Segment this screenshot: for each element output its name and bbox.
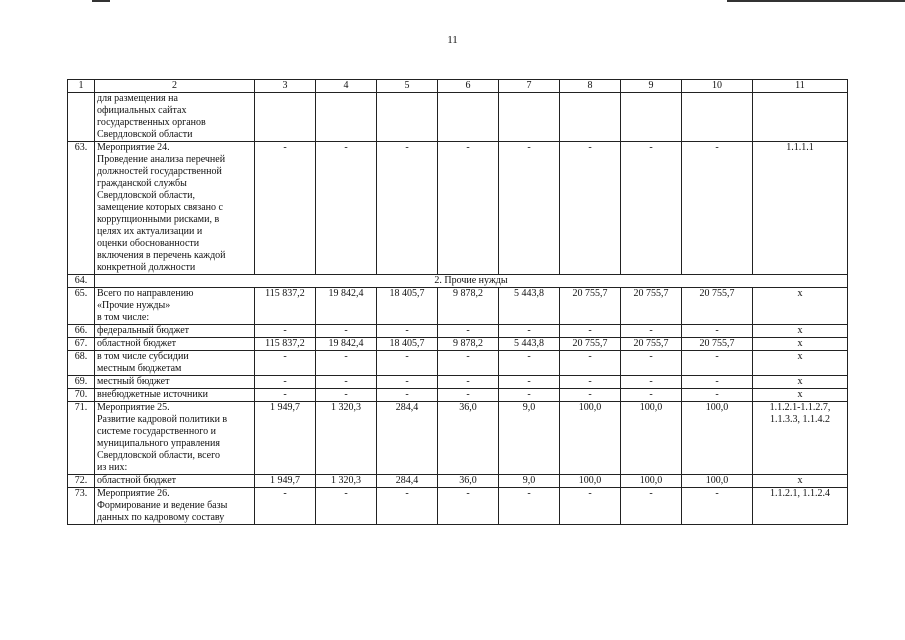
row-description: федеральный бюджет	[95, 325, 255, 338]
column-header: 1	[68, 80, 95, 93]
value-cell: -	[255, 351, 316, 376]
target-reference: х	[753, 338, 848, 351]
value-cell: 1 320,3	[316, 402, 377, 475]
target-reference: 1.1.2.1, 1.1.2.4	[753, 488, 848, 525]
value-cell	[560, 93, 621, 142]
table-row	[68, 325, 848, 338]
table-row	[68, 142, 848, 275]
target-reference	[753, 93, 848, 142]
row-number: 67.	[68, 338, 95, 351]
row-description: областной бюджет	[95, 338, 255, 351]
value-cell: -	[438, 488, 499, 525]
value-cell: 20 755,7	[621, 288, 682, 325]
value-cell: -	[682, 488, 753, 525]
row-number: 71.	[68, 402, 95, 475]
value-cell: 5 443,8	[499, 288, 560, 325]
row-number: 63.	[68, 142, 95, 275]
row-number: 70.	[68, 389, 95, 402]
column-header: 6	[438, 80, 499, 93]
row-number	[68, 93, 95, 142]
row-number: 72.	[68, 475, 95, 488]
table-row	[68, 475, 848, 488]
value-cell	[621, 93, 682, 142]
target-reference: х	[753, 376, 848, 389]
value-cell: -	[255, 488, 316, 525]
value-cell: -	[255, 142, 316, 275]
row-number: 64.	[68, 275, 95, 288]
value-cell: 5 443,8	[499, 338, 560, 351]
value-cell	[682, 93, 753, 142]
value-cell: -	[438, 325, 499, 338]
table-row	[68, 376, 848, 389]
value-cell	[316, 93, 377, 142]
value-cell: 36,0	[438, 402, 499, 475]
table-row	[68, 338, 848, 351]
value-cell: -	[560, 389, 621, 402]
row-description: для размещения на официальных сайтах государственных органов Свердловской области	[95, 93, 255, 142]
value-cell: 100,0	[621, 402, 682, 475]
value-cell: 9,0	[499, 475, 560, 488]
row-number: 68.	[68, 351, 95, 376]
column-header: 9	[621, 80, 682, 93]
table-row	[68, 351, 848, 376]
value-cell: -	[377, 389, 438, 402]
budget-table	[67, 79, 848, 525]
scan-edge-line-right	[727, 0, 905, 2]
column-header: 5	[377, 80, 438, 93]
row-description: местный бюджет	[95, 376, 255, 389]
target-reference: х	[753, 288, 848, 325]
table-row	[68, 389, 848, 402]
value-cell: -	[438, 351, 499, 376]
value-cell: 1 949,7	[255, 402, 316, 475]
target-reference: 1.1.1.1	[753, 142, 848, 275]
table-row	[68, 93, 848, 142]
value-cell: -	[621, 488, 682, 525]
value-cell: -	[255, 376, 316, 389]
value-cell: 284,4	[377, 402, 438, 475]
value-cell	[499, 93, 560, 142]
value-cell: -	[682, 389, 753, 402]
value-cell: 115 837,2	[255, 338, 316, 351]
target-reference: х	[753, 475, 848, 488]
value-cell: 18 405,7	[377, 288, 438, 325]
value-cell: -	[682, 376, 753, 389]
value-cell: -	[438, 142, 499, 275]
value-cell: -	[621, 376, 682, 389]
value-cell: 100,0	[682, 475, 753, 488]
value-cell: -	[316, 351, 377, 376]
row-description: Мероприятие 26. Формирование и ведение базы данных по кадровому составу	[95, 488, 255, 525]
value-cell: 100,0	[621, 475, 682, 488]
value-cell: -	[377, 142, 438, 275]
value-cell: -	[316, 488, 377, 525]
value-cell: -	[682, 142, 753, 275]
value-cell: 20 755,7	[621, 338, 682, 351]
value-cell: 100,0	[560, 402, 621, 475]
value-cell: 100,0	[560, 475, 621, 488]
value-cell: 19 842,4	[316, 338, 377, 351]
row-description: в том числе субсидии местным бюджетам	[95, 351, 255, 376]
column-header: 10	[682, 80, 753, 93]
value-cell: 1 320,3	[316, 475, 377, 488]
row-number: 73.	[68, 488, 95, 525]
value-cell	[377, 93, 438, 142]
value-cell: 20 755,7	[682, 288, 753, 325]
value-cell: 20 755,7	[560, 288, 621, 325]
row-description: Мероприятие 24. Проведение анализа перечней должностей государственной гражданской службы Свердловской области, замещение которых связано с коррупционными рисками, в целях их актуализации и оценки обоснованности включения в перечень каждой конкретной должности	[95, 142, 255, 275]
value-cell: 20 755,7	[560, 338, 621, 351]
value-cell: -	[560, 488, 621, 525]
value-cell: -	[255, 325, 316, 338]
column-header: 11	[753, 80, 848, 93]
target-reference: х	[753, 325, 848, 338]
column-header: 2	[95, 80, 255, 93]
table-header-row	[68, 80, 848, 93]
value-cell: -	[499, 488, 560, 525]
value-cell	[438, 93, 499, 142]
value-cell: 9 878,2	[438, 338, 499, 351]
target-reference: 1.1.2.1-1.1.2.7, 1.1.3.3, 1.1.4.2	[753, 402, 848, 475]
table-row	[68, 488, 848, 525]
value-cell: 19 842,4	[316, 288, 377, 325]
row-number: 65.	[68, 288, 95, 325]
value-cell: -	[438, 389, 499, 402]
page-number: 11	[447, 34, 458, 46]
value-cell: -	[499, 389, 560, 402]
value-cell: 1 949,7	[255, 475, 316, 488]
value-cell: -	[377, 325, 438, 338]
value-cell	[255, 93, 316, 142]
value-cell: 9 878,2	[438, 288, 499, 325]
row-number: 66.	[68, 325, 95, 338]
row-description: областной бюджет	[95, 475, 255, 488]
value-cell: 36,0	[438, 475, 499, 488]
value-cell: 9,0	[499, 402, 560, 475]
row-number: 69.	[68, 376, 95, 389]
value-cell: -	[682, 325, 753, 338]
value-cell: -	[560, 376, 621, 389]
value-cell: 284,4	[377, 475, 438, 488]
value-cell: -	[499, 325, 560, 338]
target-reference: х	[753, 351, 848, 376]
value-cell: -	[621, 351, 682, 376]
value-cell: 20 755,7	[682, 338, 753, 351]
value-cell: -	[377, 488, 438, 525]
value-cell: -	[682, 351, 753, 376]
value-cell: 100,0	[682, 402, 753, 475]
target-reference: х	[753, 389, 848, 402]
value-cell: -	[560, 325, 621, 338]
section-title: 2. Прочие нужды	[95, 275, 848, 288]
row-description: Всего по направлению «Прочие нужды» в том числе:	[95, 288, 255, 325]
value-cell: -	[621, 142, 682, 275]
value-cell: -	[621, 389, 682, 402]
value-cell: -	[499, 142, 560, 275]
value-cell: 18 405,7	[377, 338, 438, 351]
value-cell: 115 837,2	[255, 288, 316, 325]
column-header: 8	[560, 80, 621, 93]
column-header: 4	[316, 80, 377, 93]
value-cell: -	[377, 376, 438, 389]
value-cell: -	[560, 351, 621, 376]
value-cell: -	[316, 376, 377, 389]
value-cell: -	[316, 389, 377, 402]
value-cell: -	[560, 142, 621, 275]
column-header: 7	[499, 80, 560, 93]
value-cell: -	[621, 325, 682, 338]
row-description: внебюджетные источники	[95, 389, 255, 402]
value-cell: -	[316, 142, 377, 275]
section-row	[68, 275, 848, 288]
value-cell: -	[377, 351, 438, 376]
table-row	[68, 402, 848, 475]
value-cell: -	[316, 325, 377, 338]
table-row	[68, 288, 848, 325]
row-description: Мероприятие 25. Развитие кадровой политики в системе государственного и муниципального управления Свердловской области, всего из них:	[95, 402, 255, 475]
value-cell: -	[255, 389, 316, 402]
column-header: 3	[255, 80, 316, 93]
scan-edge-line-left	[92, 0, 110, 2]
value-cell: -	[499, 376, 560, 389]
value-cell: -	[438, 376, 499, 389]
value-cell: -	[499, 351, 560, 376]
